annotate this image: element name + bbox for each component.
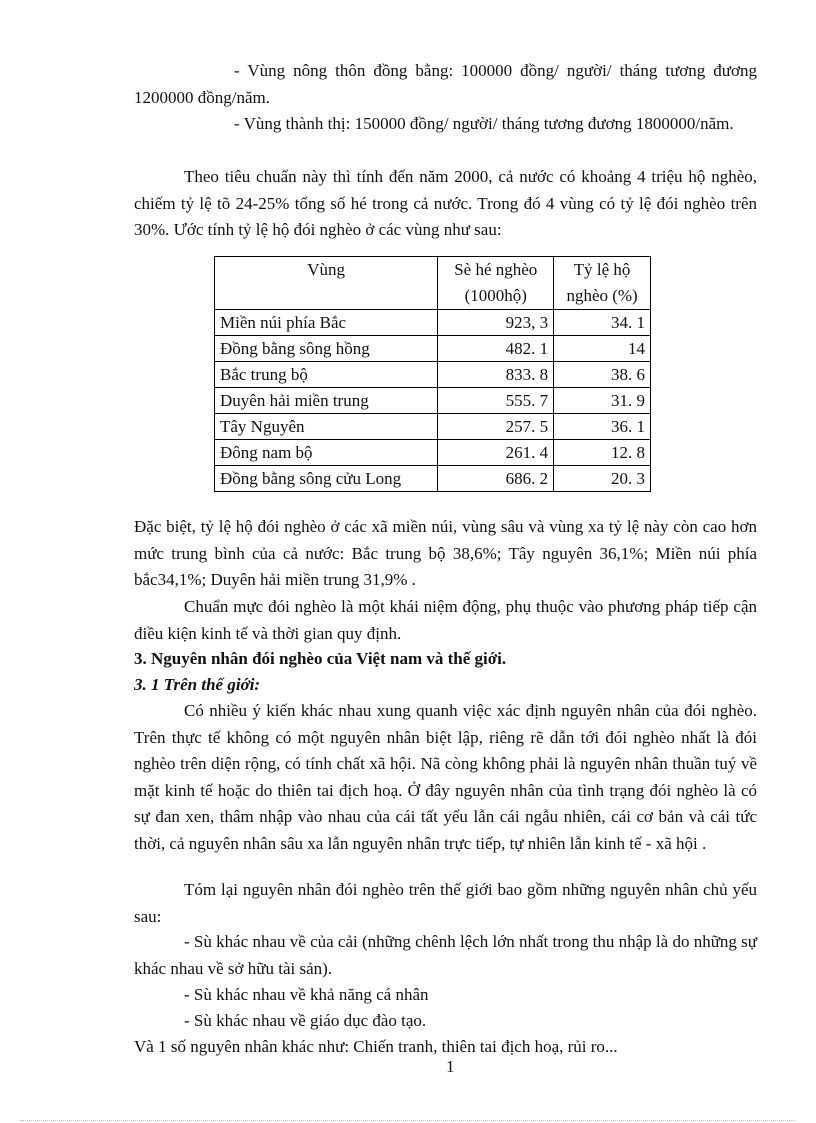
- paragraph-poverty-concept: Chuẩn mực đói nghèo là một khái niệm động, phụ thuộc vào phương pháp tiếp cận điều kiện kinh tế và thời gian quy định.: [134, 597, 757, 643]
- list-item-wealth: - Sù khác nhau về của cải (những chênh lệch lớn nhất trong thu nhập là do những sự khác nhau về sở hữu tài sản).: [134, 932, 757, 978]
- paragraph-causes-world: Có nhiều ý kiến khác nhau xung quanh việc xác định nguyên nhân của đói nghèo. Trên thực tế không có một nguyên nhân biệt lập, riêng rẽ dẫn tới đói nghèo nhất là đói nghèo trên diện rộng, có tính chất xã hội. Nã còng không phải là nguyên nhân thuần tuý về mặt kinh tế hoặc do thiên tai địch hoạ. Ở đây nguyên nhân của tình trạng đói nghèo là có sự đan xen, thâm nhập vào nhau của cái tất yếu lẫn cái ngẫu nhiên, cái cơ bản và cái tức thời, cả nguyên nhân sâu xa lẫn nguyên nhân trực tiếp, tự nhiên lẫn kinh tế - xã hội .: [134, 701, 757, 853]
- header-region: Vùng: [215, 257, 438, 310]
- poverty-by-region-table: [214, 256, 651, 492]
- cell-households: 261. 4: [438, 440, 554, 466]
- table-row: [215, 336, 651, 362]
- table-row: [215, 310, 651, 336]
- table-row: [215, 466, 651, 492]
- subheading-world: 3. 1 Trên thế giới:: [134, 675, 261, 694]
- paragraph-other-causes: Và 1 số nguyên nhân khác như: Chiến tranh, thiên tai địch hoạ, rủi ro...: [134, 1037, 618, 1056]
- cell-households: 923, 3: [438, 310, 554, 336]
- table-row: [215, 440, 651, 466]
- cell-rate: 14: [554, 336, 651, 362]
- table-row: [215, 414, 651, 440]
- cell-rate: 12. 8: [554, 440, 651, 466]
- paragraph-summary: Tóm lại nguyên nhân đói nghèo trên thế giới bao gồm những nguyên nhân chủ yếu sau:: [134, 880, 757, 926]
- cell-rate: 34. 1: [554, 310, 651, 336]
- bullet-rural-lowland: - Vùng nông thôn đồng bằng: 100000 đồng/ người/ tháng tương đương 1200000 đồng/năm.: [134, 61, 757, 107]
- cell-region: Miền núi phía Bắc: [215, 310, 438, 336]
- cell-households: 833. 8: [438, 362, 554, 388]
- list-item-education: - Sù khác nhau về giáo dục đào tạo.: [184, 1011, 427, 1030]
- cell-households: 482. 1: [438, 336, 554, 362]
- header-poverty-rate: Tỷ lệ hộ nghèo (%): [554, 257, 651, 310]
- table-header-row: [215, 257, 651, 310]
- cell-rate: 38. 6: [554, 362, 651, 388]
- cell-region: Đông nam bộ: [215, 440, 438, 466]
- paragraph-poverty-standard: Theo tiêu chuẩn này thì tính đến năm 2000, cả nước có khoảng 4 triệu hộ nghèo, chiếm tỷ lệ tõ 24-25% tổng số hé trong cả nước. Trong đó 4 vùng có tỷ lệ đói nghèo trên 30%. Ước tính tỷ lệ hộ đói nghèo ở các vùng như sau:: [134, 167, 757, 239]
- cell-region: Đồng bằng sông cửu Long: [215, 466, 438, 492]
- cell-region: Bắc trung bộ: [215, 362, 438, 388]
- bullet-urban: - Vùng thành thị: 150000 đồng/ người/ tháng tương đương 1800000/năm.: [234, 114, 734, 133]
- cell-region: Duyên hải miền trung: [215, 388, 438, 414]
- footer-divider: [20, 1120, 796, 1121]
- cell-households: 686. 2: [438, 466, 554, 492]
- cell-households: 555. 7: [438, 388, 554, 414]
- cell-households: 257. 5: [438, 414, 554, 440]
- paragraph-special-regions: Đặc biệt, tỷ lệ hộ đói nghèo ở các xã miền núi, vùng sâu và vùng xa tỷ lệ này còn cao hơn mức trung bình của cả nước: Bắc trung bộ 38,6%; Tây nguyên 36,1%; Miền núi phía bắc34,1%; Duyên hải miền trung 31,9% .: [134, 517, 757, 589]
- header-poor-households: Sè hé nghèo (1000hộ): [438, 257, 554, 310]
- table-row: [215, 362, 651, 388]
- cell-rate: 20. 3: [554, 466, 651, 492]
- cell-rate: 31. 9: [554, 388, 651, 414]
- page-number: 1: [446, 1057, 455, 1076]
- cell-region: Tây Nguyên: [215, 414, 438, 440]
- heading-causes: 3. Nguyên nhân đói nghèo của Việt nam và thế giới.: [134, 649, 507, 668]
- table-row: [215, 388, 651, 414]
- list-item-ability: - Sù khác nhau về khả năng cá nhân: [184, 985, 429, 1004]
- cell-region: Đồng bằng sông hồng: [215, 336, 438, 362]
- cell-rate: 36. 1: [554, 414, 651, 440]
